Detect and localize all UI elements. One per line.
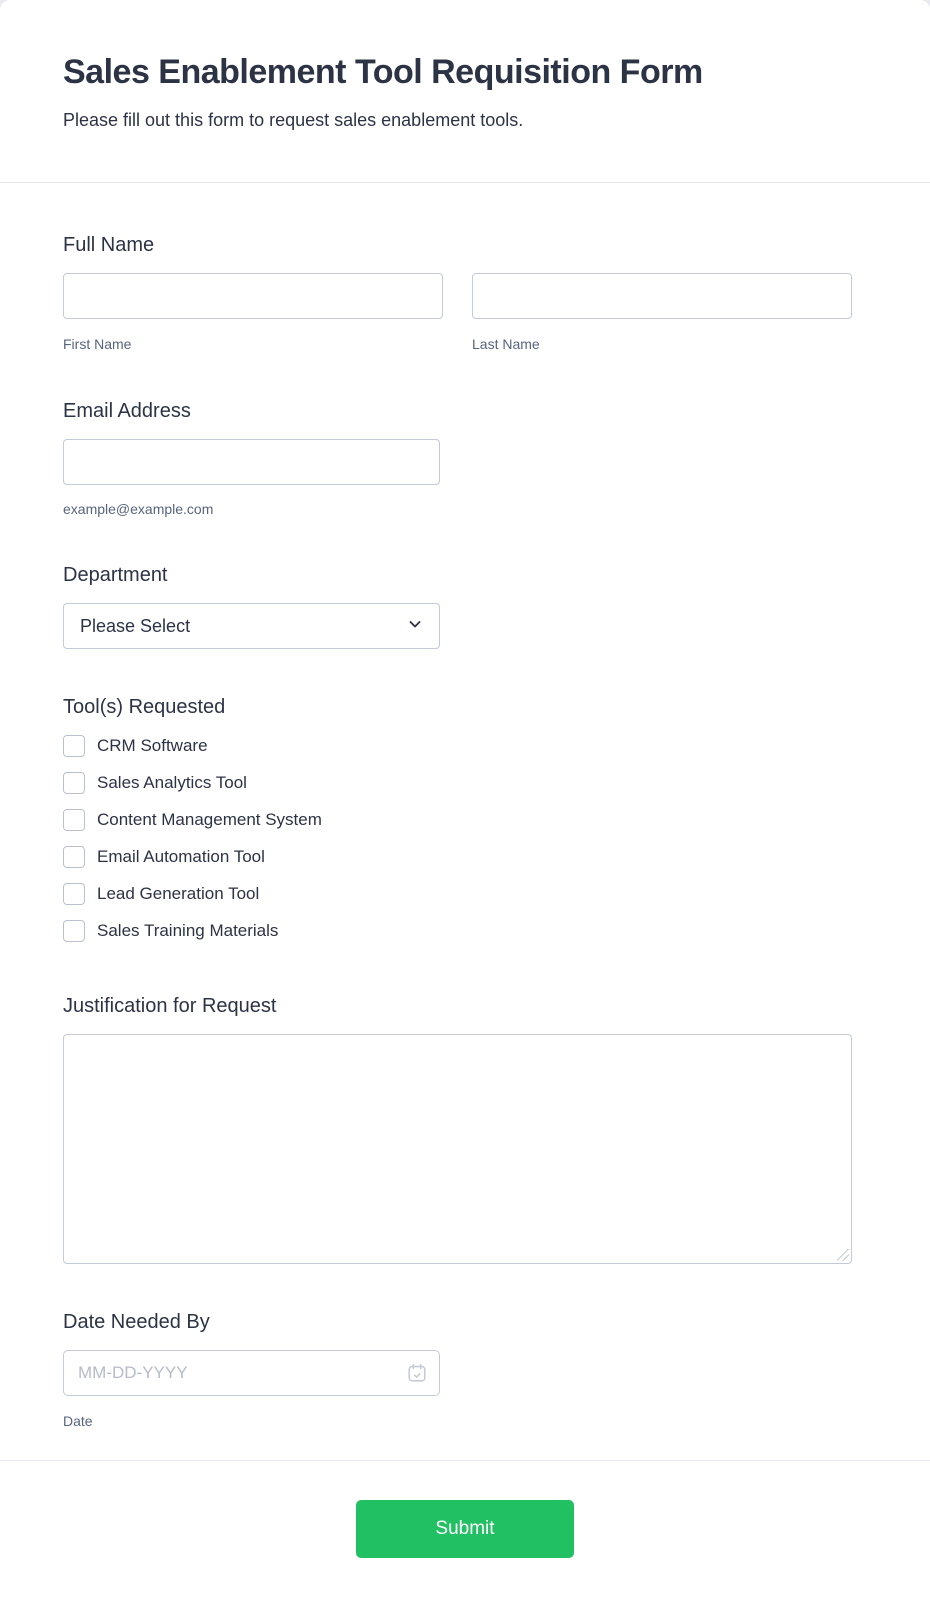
date-needed-field [63,1310,867,1430]
checkbox-icon[interactable] [63,772,85,794]
tools-requested-label: Tool(s) Requested [63,696,226,719]
checkbox-row-crm-software[interactable] [63,735,867,757]
chevron-down-icon [407,616,423,637]
email-label: Email Address [63,399,191,422]
checkbox-label: Email Automation Tool [97,847,265,867]
checkbox-row-email-automation-tool[interactable] [63,846,867,868]
justification-textarea[interactable] [63,1034,852,1264]
date-needed-label: Date Needed By [63,1311,210,1334]
first-name-sublabel: First Name [63,335,132,352]
first-name-input[interactable] [63,273,443,319]
date-input[interactable] [63,1350,440,1396]
checkbox-row-sales-analytics-tool[interactable] [63,772,867,794]
calendar-check-icon[interactable] [406,1362,428,1384]
page-title: Sales Enablement Tool Requisition Form [63,53,703,91]
last-name-sublabel: Last Name [472,335,540,352]
checkbox-icon[interactable] [63,920,85,942]
checkbox-icon[interactable] [63,809,85,831]
justification-field [63,994,867,1264]
checkbox-label: Sales Analytics Tool [97,773,247,793]
justification-label: Justification for Request [63,995,277,1018]
checkbox-icon[interactable] [63,735,85,757]
page-subtitle: Please fill out this form to request sales enablement tools. [63,109,524,130]
checkbox-label: Content Management System [97,810,322,830]
checkbox-label: Sales Training Materials [97,921,279,941]
checkbox-icon[interactable] [63,846,85,868]
department-select[interactable] [63,603,440,649]
textarea-resize-handle[interactable] [837,1249,849,1261]
form-body [0,183,930,1460]
checkbox-row-sales-training-materials[interactable] [63,920,867,942]
department-field [63,563,867,649]
tools-requested-field [63,695,867,942]
full-name-label: Full Name [63,233,155,256]
checkbox-row-lead-generation-tool[interactable] [63,883,867,905]
last-name-input[interactable] [472,273,852,319]
date-sublabel: Date [63,1413,93,1430]
department-label: Department [63,564,168,587]
checkbox-label: CRM Software [97,736,208,756]
checkbox-label: Lead Generation Tool [97,884,260,904]
department-selected-value: Please Select [80,615,191,636]
email-input[interactable] [63,439,440,485]
checkbox-icon[interactable] [63,883,85,905]
form-header [0,0,930,183]
submit-button[interactable]: Submit [356,1500,574,1558]
email-field-group [63,399,867,518]
checkbox-row-content-management-system[interactable] [63,809,867,831]
form-footer [0,1460,930,1610]
full-name-field [63,233,867,353]
email-hint: example@example.com [63,500,214,517]
